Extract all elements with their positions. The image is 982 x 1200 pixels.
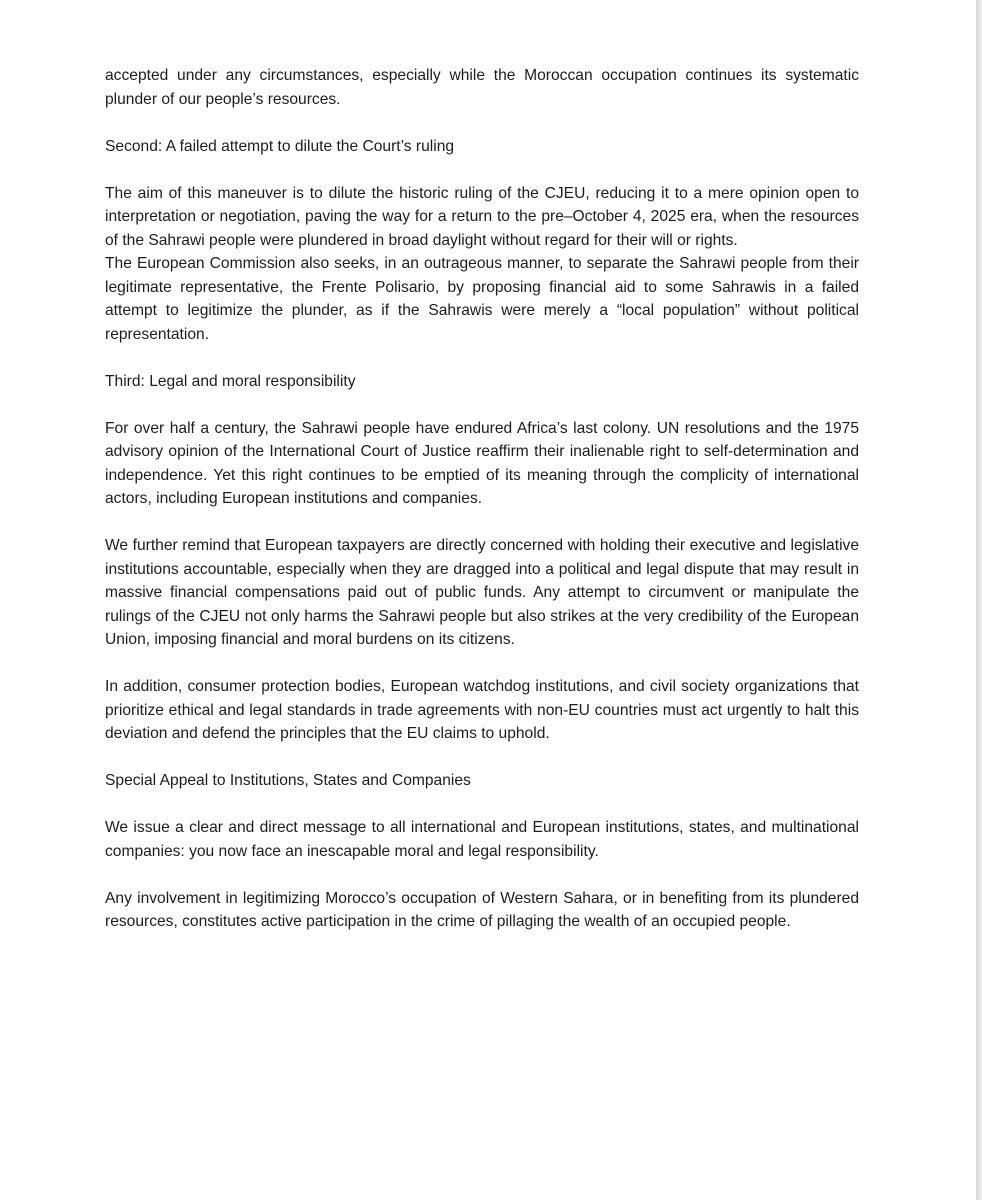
paragraph-taxpayers: We further remind that European taxpayers are directly concerned with holding their executive and legislative institutions accountable, especially when they are dragged into a political and legal dispute that may result in massive financial compensations paid out of public funds. Any attempt to circumvent or manipulate the rulings of the CJEU not only harms the Sahrawi people but also strikes at the very credibility of the European Union, imposing financial and moral burdens on its citizens. bbox=[105, 537, 859, 648]
paragraph-consumer-protection: In addition, consumer protection bodies, European watchdog institutions, and civil society organizations that prioritize ethical and legal standards in trade agreements with non-EU countries must act urgently to halt this deviation and defend the principles that the EU claims to uphold. bbox=[105, 678, 859, 742]
section-heading-third: Third: Legal and moral responsibility bbox=[105, 372, 356, 390]
paragraph-half-century: For over half a century, the Sahrawi people have endured Africa’s last colony. UN resolutions and the 1975 advisory opinion of the International Court of Justice reaffirm their inalienable right to self-determination and independence. Yet this right continues to be emptied of its meaning through the complicity of international actors, including European institutions and companies. bbox=[105, 419, 859, 507]
paragraph-involvement: Any involvement in legitimizing Morocco’s occupation of Western Sahara, or in benefiting from its plundered resources, constitutes active participation in the crime of pillaging the wealth of an occupied people. bbox=[105, 889, 859, 930]
paragraph-clear-message: We issue a clear and direct message to all international and European institutions, states, and multinational companies: you now face an inescapable moral and legal responsibility. bbox=[105, 819, 859, 860]
section-heading-second: Second: A failed attempt to dilute the Court’s ruling bbox=[105, 137, 455, 155]
paragraph-continuation: accepted under any circumstances, especially while the Moroccan occupation continues its systematic plunder of our people’s resources. bbox=[105, 67, 859, 108]
document-body bbox=[105, 64, 859, 934]
page-edge-shadow bbox=[976, 0, 982, 1200]
paragraph-european-commission: The European Commission also seeks, in an outrageous manner, to separate the Sahrawi people from their legitimate representative, the Frente Polisario, by proposing financial aid to some Sahrawis in a failed attempt to legitimize the plunder, as if the Sahrawis were merely a “local population” without political representation. bbox=[105, 255, 859, 343]
section-heading-special-appeal: Special Appeal to Institutions, States and Companies bbox=[105, 772, 471, 789]
paragraph-dilute-ruling: The aim of this maneuver is to dilute the historic ruling of the CJEU, reducing it to a mere opinion open to interpretation or negotiation, paving the way for a return to the pre–October 4, 2025 era, when the resources of the Sahrawi people were plundered in broad daylight without regard for their will or rights. bbox=[105, 184, 859, 249]
